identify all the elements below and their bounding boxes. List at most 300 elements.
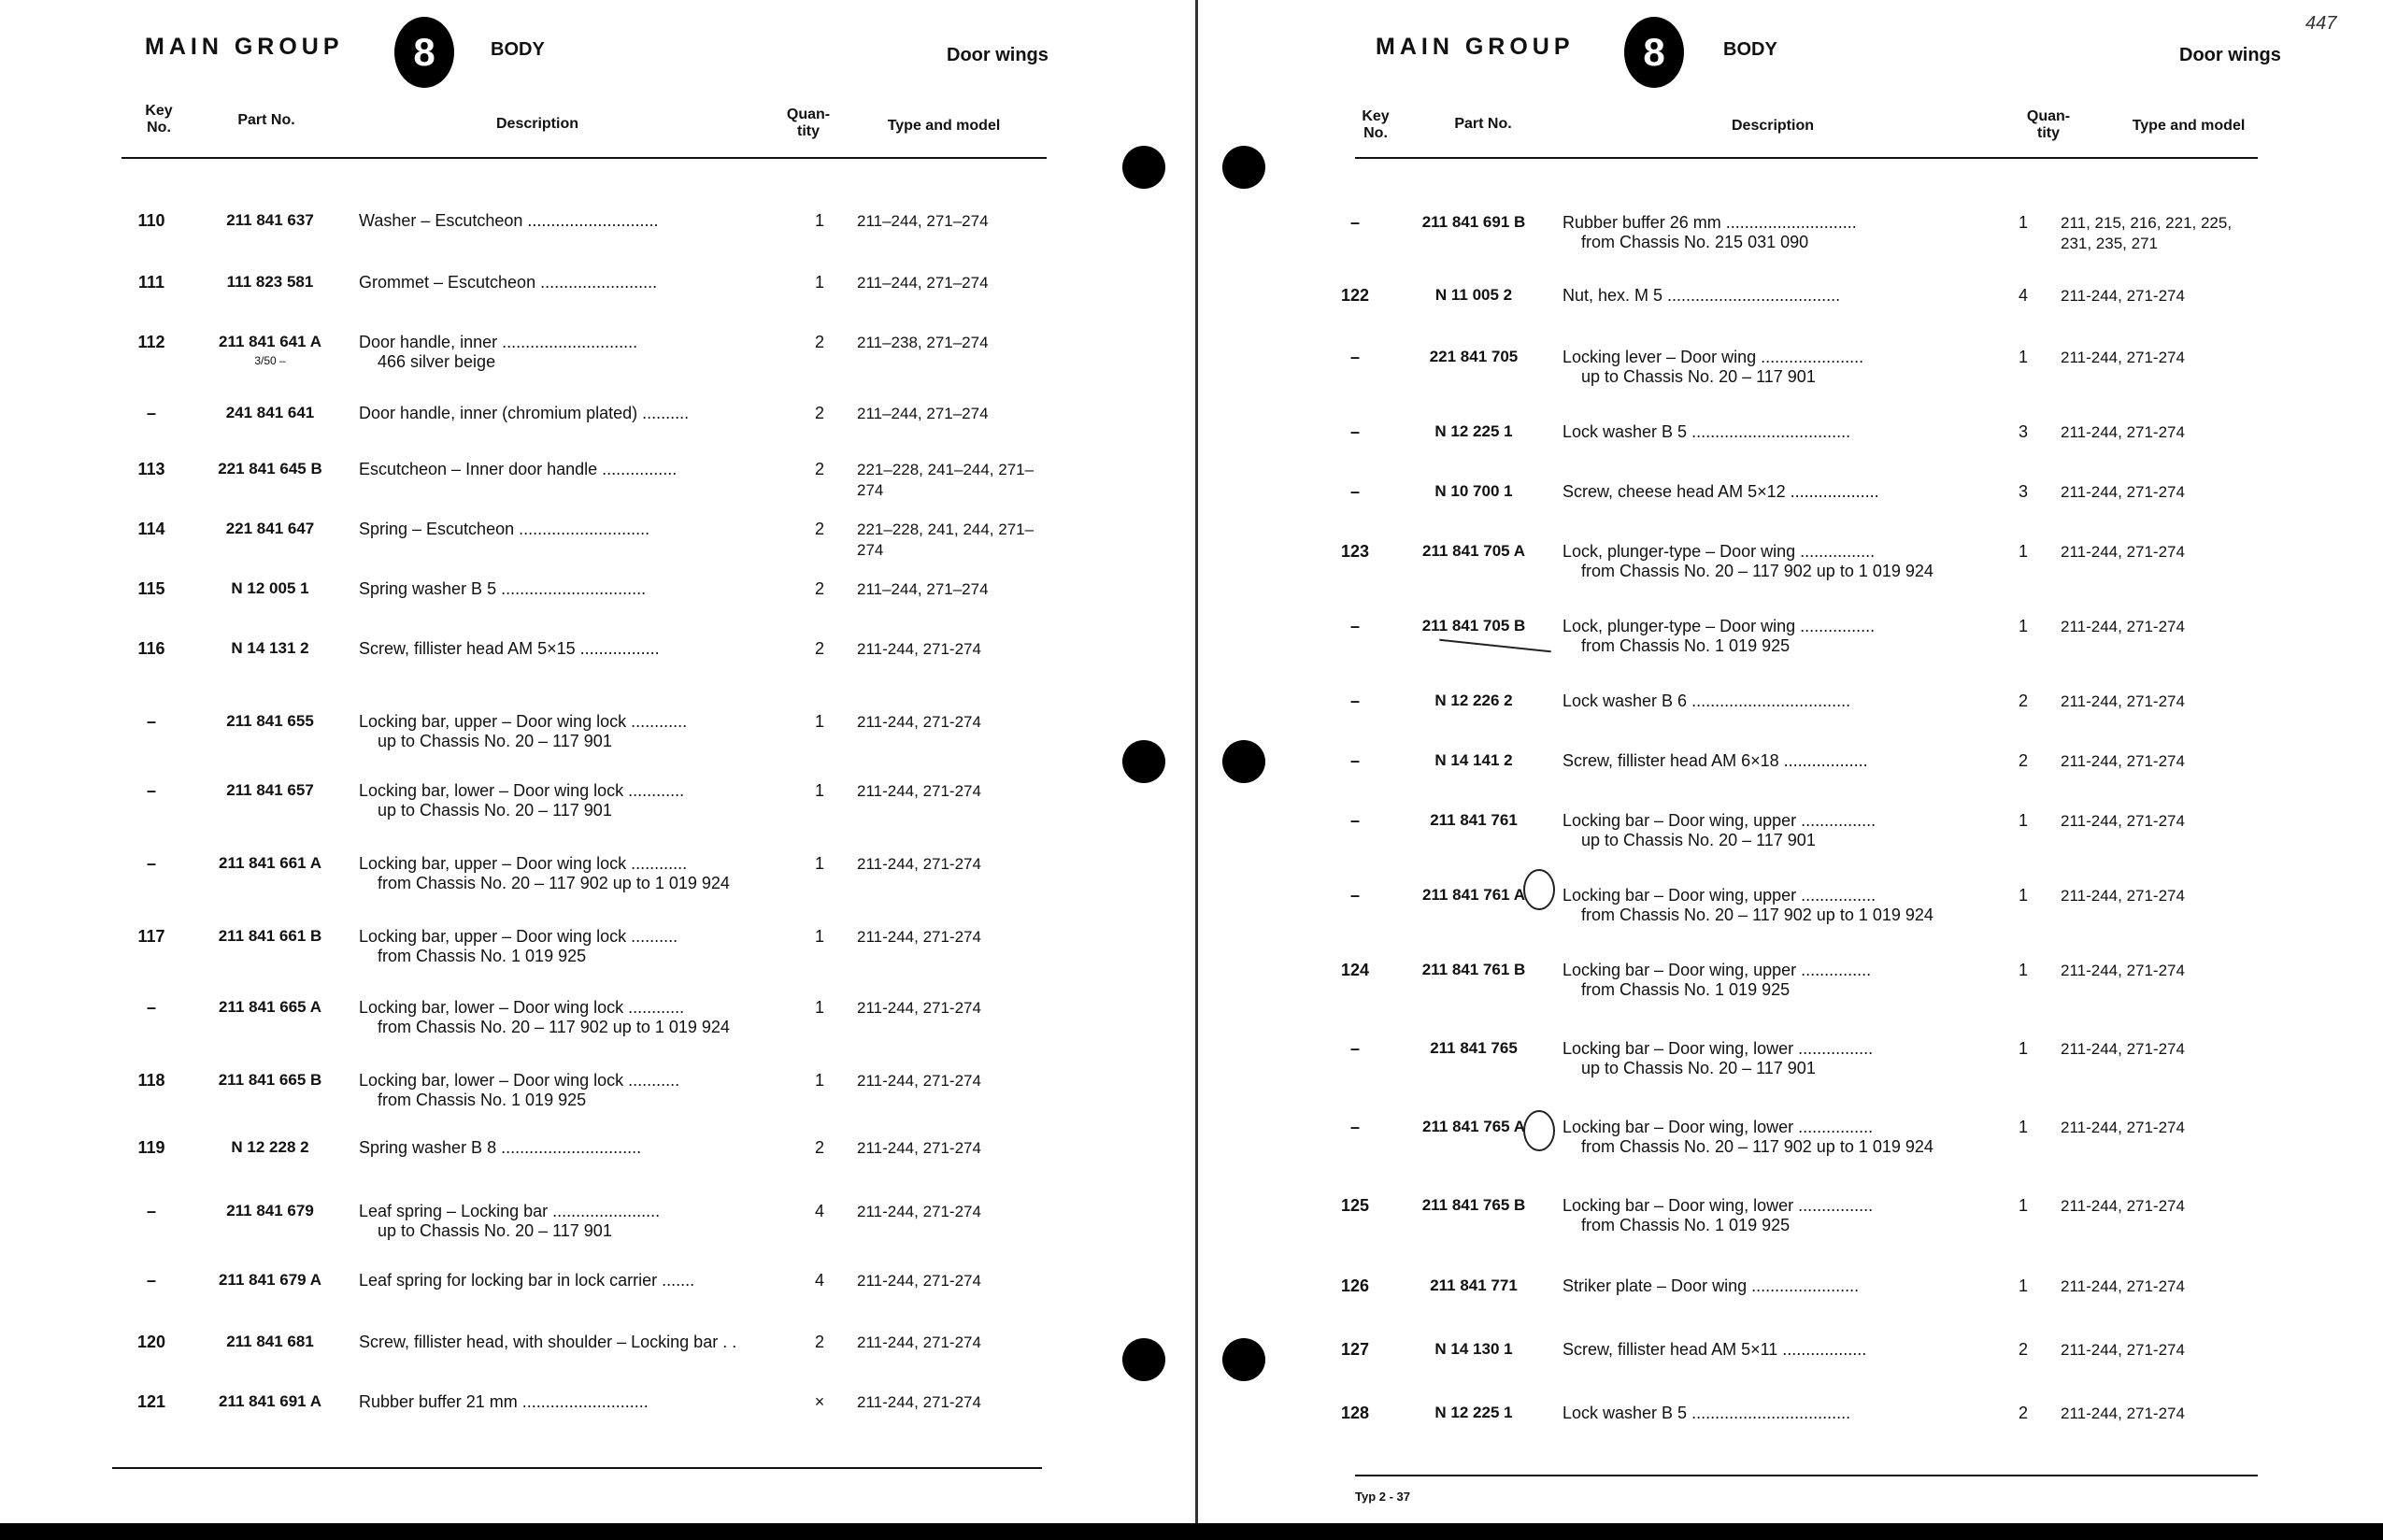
key-no: 125 <box>1340 1196 1370 1215</box>
table-row <box>114 333 1086 389</box>
description-line2: from Chassis No. 20 – 117 902 up to 1 019 924 <box>1581 1137 1934 1156</box>
description-line1: Lock washer B 5 .................................. <box>1563 422 1851 441</box>
description <box>1563 1118 1992 1157</box>
type-model: 211-244, 271-274 <box>857 855 981 873</box>
description <box>1563 692 1992 711</box>
part-no-value: N 12 226 2 <box>1434 692 1513 709</box>
part-no <box>1404 213 1544 232</box>
col-type-model: Type and model <box>2132 118 2246 134</box>
key-no: 127 <box>1340 1340 1370 1359</box>
table-row <box>114 1392 1086 1448</box>
part-no <box>200 404 340 422</box>
scan-bottom-edge <box>0 1523 2383 1540</box>
quantity: 2 <box>814 404 824 422</box>
quantity: 2 <box>814 1333 824 1351</box>
part-no <box>200 460 340 478</box>
table-row <box>1318 961 2290 1017</box>
description-line1: Rubber buffer 26 mm ............................ <box>1563 213 1857 232</box>
col-key-no-line1: Key <box>1362 108 1390 124</box>
type-model: 211-244, 271-274 <box>857 782 981 800</box>
table-row <box>1318 1276 2290 1333</box>
description-line2: up to Chassis No. 20 – 117 901 <box>378 801 612 820</box>
description <box>1563 751 1992 771</box>
description <box>1563 482 1992 502</box>
binder-hole <box>1222 146 1265 189</box>
description-line1: Locking bar – Door wing, lower ................ <box>1563 1039 1874 1058</box>
description-line1: Screw, fillister head AM 5×11 .................. <box>1563 1340 1867 1359</box>
description <box>1563 348 1992 387</box>
part-no-value: 211 841 761 A <box>1422 886 1525 904</box>
part-no <box>200 211 340 230</box>
description <box>359 639 789 659</box>
type-model: 211-244, 271-274 <box>857 928 981 946</box>
part-no-value: N 12 228 2 <box>231 1138 309 1156</box>
quantity: 4 <box>2018 286 2028 305</box>
table-row <box>1318 751 2290 807</box>
key-no: 119 <box>137 1138 165 1157</box>
type-model: 211-244, 271-274 <box>857 640 981 658</box>
table-row <box>114 579 1086 635</box>
type-model: 211–238, 271–274 <box>857 334 989 351</box>
type-model: 211-244, 271-274 <box>857 1393 981 1411</box>
description <box>359 1202 789 1241</box>
type-model: 211-244, 271-274 <box>2061 1277 2185 1295</box>
col-key-no <box>131 103 187 136</box>
part-no-value: 241 841 641 <box>225 404 315 421</box>
footer-rule <box>1355 1475 2258 1476</box>
right-catalog-page <box>1198 0 2383 1523</box>
col-quantity <box>2020 108 2076 142</box>
part-no-value: 211 841 765 A <box>1422 1118 1525 1135</box>
description-line1: Locking bar – Door wing, upper ............... <box>1563 961 1872 979</box>
col-quantity-line1: Quan- <box>2026 108 2071 124</box>
key-no: 123 <box>1340 542 1370 561</box>
description <box>359 781 789 820</box>
type-model: 211-244, 271-274 <box>2061 618 2185 635</box>
table-row <box>1318 1404 2290 1460</box>
quantity: 3 <box>2018 482 2028 501</box>
description-line1: Striker plate – Door wing ....................... <box>1563 1276 1860 1295</box>
description <box>359 1071 789 1110</box>
key-no: – <box>1349 811 1360 830</box>
key-no: – <box>1349 422 1360 441</box>
description <box>1563 617 1992 656</box>
col-type-model: Type and model <box>887 118 1001 134</box>
description-line1: Locking bar, upper – Door wing lock ............ <box>359 854 688 873</box>
description-line1: Lock washer B 5 .................................. <box>1563 1404 1851 1422</box>
description-line1: Locking bar, upper – Door wing lock .......... <box>359 927 678 946</box>
description-line1: Screw, fillister head, with shoulder – Locking bar . . <box>359 1333 737 1351</box>
key-no: – <box>1349 751 1360 770</box>
part-no <box>200 998 340 1017</box>
part-no-value: 211 841 665 B <box>218 1071 322 1089</box>
quantity: 1 <box>814 1071 824 1090</box>
description-line1: Spring – Escutcheon ............................ <box>359 520 650 538</box>
table-row <box>1318 348 2290 404</box>
part-no <box>200 273 340 292</box>
type-model: 211-244, 271-274 <box>2061 1119 2185 1136</box>
description <box>359 333 789 372</box>
binder-hole <box>1222 740 1265 783</box>
part-no-value: 211 841 661 B <box>218 927 322 945</box>
type-model: 211–244, 271–274 <box>857 405 989 422</box>
description-line1: Screw, fillister head AM 5×15 ................. <box>359 639 660 658</box>
table-row <box>114 211 1086 267</box>
description <box>1563 213 1992 252</box>
description <box>1563 1196 1992 1235</box>
description-line1: Leaf spring for locking bar in lock carrier ....... <box>359 1271 695 1290</box>
table-row <box>1318 1039 2290 1095</box>
part-no-value: 211 841 665 A <box>219 998 321 1016</box>
col-description: Description <box>495 116 578 132</box>
quantity: 1 <box>2018 1118 2028 1136</box>
key-no: 111 <box>137 273 165 292</box>
type-model: 211-244, 271-274 <box>2061 1341 2185 1359</box>
description-line1: Rubber buffer 21 mm ........................... <box>359 1392 649 1411</box>
type-model: 221–228, 241–244, 271–274 <box>857 461 1035 499</box>
table-row <box>1318 886 2290 942</box>
table-row <box>1318 617 2290 673</box>
col-key-no <box>1348 108 1404 142</box>
quantity: 1 <box>2018 213 2028 232</box>
part-no <box>200 712 340 731</box>
description <box>1563 961 1992 1000</box>
right-header <box>1198 0 2383 168</box>
part-no <box>200 1071 340 1090</box>
key-no: 126 <box>1340 1276 1370 1295</box>
table-row <box>114 1202 1086 1258</box>
description-line2: from Chassis No. 20 – 117 902 up to 1 019 924 <box>1581 562 1934 580</box>
quantity: 2 <box>814 333 824 351</box>
key-no: – <box>1349 348 1360 366</box>
key-no: – <box>1349 886 1360 905</box>
part-no <box>1404 422 1544 441</box>
type-model: 211-244, 271-274 <box>2061 543 2185 561</box>
description-line2: up to Chassis No. 20 – 117 901 <box>378 1221 612 1240</box>
key-no: 117 <box>137 927 165 946</box>
description <box>1563 422 1992 442</box>
part-no-value: N 12 005 1 <box>231 579 309 597</box>
key-no: 124 <box>1340 961 1370 979</box>
description <box>359 579 789 599</box>
key-no: 112 <box>137 333 165 351</box>
quantity: 1 <box>2018 811 2028 830</box>
key-no: 120 <box>136 1333 166 1351</box>
col-part-no: Part No. <box>237 112 295 128</box>
description <box>359 1392 789 1412</box>
table-row <box>114 1271 1086 1327</box>
description-line2: from Chassis No. 1 019 925 <box>1581 636 1791 655</box>
table-row <box>114 273 1086 329</box>
col-quantity <box>780 107 836 140</box>
main-group-label: MAIN GROUP <box>1376 34 1575 60</box>
key-no: – <box>146 998 156 1017</box>
description-line2: from Chassis No. 215 031 090 <box>1581 233 1809 251</box>
description <box>359 712 789 751</box>
part-no <box>200 333 340 367</box>
description <box>1563 286 1992 306</box>
quantity: 2 <box>814 520 824 538</box>
table-row <box>114 781 1086 837</box>
col-key-no-line1: Key <box>145 103 173 119</box>
binder-hole <box>1122 740 1165 783</box>
quantity: 2 <box>814 460 824 478</box>
key-no: – <box>146 781 156 800</box>
part-no-value: N 12 225 1 <box>1434 422 1513 440</box>
type-model: 211-244, 271-274 <box>2061 1197 2185 1215</box>
part-no <box>200 854 340 873</box>
quantity: 1 <box>814 854 824 873</box>
part-no-value: 211 841 771 <box>1430 1276 1518 1294</box>
part-no-value: N 14 141 2 <box>1434 751 1513 769</box>
description <box>1563 542 1992 581</box>
part-no <box>1404 542 1544 561</box>
left-catalog-page <box>0 0 1194 1523</box>
type-model: 211-244, 271-274 <box>2061 287 2185 305</box>
table-row <box>1318 1340 2290 1396</box>
table-row <box>114 998 1086 1054</box>
col-description: Description <box>1731 118 1814 134</box>
part-no-value: 211 841 637 <box>226 211 314 229</box>
quantity: 4 <box>814 1202 824 1220</box>
handwritten-page-mark: 447 <box>2305 13 2337 34</box>
part-no-value: N 10 700 1 <box>1434 482 1513 500</box>
description-line2: from Chassis No. 20 – 117 902 up to 1 019 924 <box>378 1018 730 1036</box>
quantity: 2 <box>814 579 824 598</box>
part-no-value: 211 841 705 B <box>1421 617 1526 635</box>
key-no: – <box>146 854 156 873</box>
group-name: BODY <box>491 39 545 60</box>
part-no <box>1404 692 1544 710</box>
table-row <box>1318 1196 2290 1252</box>
type-model: 211-244, 271-274 <box>857 1203 981 1220</box>
quantity: 1 <box>2018 886 2028 905</box>
description-line1: Escutcheon – Inner door handle ................ <box>359 460 678 478</box>
quantity: 1 <box>814 927 824 946</box>
handwritten-circle <box>1523 869 1555 910</box>
group-name: BODY <box>1723 39 1777 60</box>
quantity: 1 <box>2018 348 2028 366</box>
key-no: 128 <box>1340 1404 1370 1422</box>
key-no: – <box>1349 1118 1360 1136</box>
group-number-badge: 8 <box>394 17 454 88</box>
description <box>1563 1340 1992 1360</box>
part-no-sub: 3/50 – <box>254 354 286 367</box>
quantity: 1 <box>2018 1039 2028 1058</box>
table-row <box>114 1071 1086 1127</box>
binder-hole <box>1122 1338 1165 1381</box>
quantity: 4 <box>814 1271 824 1290</box>
section-title: Door wings <box>947 45 1049 65</box>
type-model: 221–228, 241, 244, 271–274 <box>857 520 1035 559</box>
part-no-value: 221 841 705 <box>1429 348 1519 365</box>
quantity: 2 <box>814 1138 824 1157</box>
part-no-value: 211 841 765 B <box>1421 1196 1526 1214</box>
description-line1: Leaf spring – Locking bar ....................... <box>359 1202 661 1220</box>
group-number-badge: 8 <box>1624 17 1684 88</box>
part-no <box>200 1333 340 1351</box>
key-no: 118 <box>137 1071 165 1090</box>
description-line1: Door handle, inner ............................. <box>359 333 638 351</box>
key-no: – <box>146 712 156 731</box>
table-row <box>1318 811 2290 867</box>
description-line1: Locking bar – Door wing, lower ................ <box>1563 1118 1874 1136</box>
type-model: 211-244, 271-274 <box>857 1272 981 1290</box>
quantity: 2 <box>814 639 824 658</box>
binder-hole <box>1122 146 1165 189</box>
key-no: – <box>146 1202 156 1220</box>
type-model: 211-244, 271-274 <box>2061 1040 2185 1058</box>
description <box>359 404 789 423</box>
type-model: 211, 215, 216, 221, 225, 231, 235, 271 <box>2061 214 2233 252</box>
part-no <box>1404 961 1544 979</box>
type-model: 211-244, 271-274 <box>2061 1405 2185 1422</box>
table-row <box>114 927 1086 983</box>
description-line2: from Chassis No. 20 – 117 902 up to 1 019 924 <box>1581 905 1934 924</box>
type-model: 211–244, 271–274 <box>857 580 989 598</box>
part-no <box>200 579 340 598</box>
part-no-value: 211 841 761 B <box>1421 961 1526 978</box>
part-no <box>1404 286 1544 305</box>
table-row <box>1318 1118 2290 1174</box>
page-footer: Typ 2 - 37 <box>1355 1490 1411 1504</box>
description <box>359 211 789 231</box>
description <box>359 1271 789 1290</box>
description <box>359 1333 789 1352</box>
part-no-value: 111 823 581 <box>226 273 314 291</box>
table-row <box>1318 422 2290 478</box>
description-line2: from Chassis No. 1 019 925 <box>1581 1216 1791 1234</box>
table-row <box>1318 286 2290 342</box>
table-row <box>114 404 1086 460</box>
description-line1: Locking bar – Door wing, upper ................ <box>1563 811 1876 830</box>
part-no-value: 211 841 657 <box>226 781 314 799</box>
key-no: – <box>1349 1039 1360 1058</box>
description-line1: Screw, cheese head AM 5×12 ................... <box>1563 482 1879 501</box>
part-no-value: 211 841 705 A <box>1422 542 1525 560</box>
key-no: 114 <box>137 520 165 538</box>
type-model: 211–244, 271–274 <box>857 212 989 230</box>
quantity: 2 <box>2018 1404 2028 1422</box>
footer-rule <box>112 1467 1042 1469</box>
description-line1: Spring washer B 8 .............................. <box>359 1138 642 1157</box>
description <box>1563 811 1992 850</box>
quantity: 1 <box>2018 617 2028 635</box>
type-model: 211-244, 271-274 <box>857 999 981 1017</box>
description-line1: Lock, plunger-type – Door wing ................ <box>1563 542 1876 561</box>
part-no <box>1404 617 1544 635</box>
description <box>359 927 789 966</box>
description-line1: Locking lever – Door wing ...................... <box>1563 348 1864 366</box>
table-row <box>1318 692 2290 748</box>
key-no: – <box>146 1271 156 1290</box>
description-line2: from Chassis No. 1 019 925 <box>378 947 587 965</box>
description <box>1563 886 1992 925</box>
description <box>359 460 789 479</box>
key-no: 115 <box>137 579 165 598</box>
type-model: 211-244, 271-274 <box>2061 887 2185 905</box>
col-quantity-line2: tity <box>2037 125 2060 141</box>
part-no-value: 211 841 679 <box>226 1202 314 1219</box>
key-no: 116 <box>137 639 165 658</box>
part-no <box>1404 1196 1544 1215</box>
description-line1: Grommet – Escutcheon ......................... <box>359 273 658 292</box>
part-no <box>200 639 340 658</box>
table-row <box>114 460 1086 516</box>
part-no <box>1404 1039 1544 1058</box>
description-line1: Screw, fillister head AM 6×18 .................. <box>1563 751 1868 770</box>
description <box>1563 1276 1992 1296</box>
quantity: 1 <box>814 712 824 731</box>
key-no: – <box>1349 213 1360 232</box>
part-no <box>1404 751 1544 770</box>
part-no-value: 211 841 679 A <box>219 1271 321 1289</box>
description-line1: Door handle, inner (chromium plated) .......... <box>359 404 690 422</box>
description-line2: from Chassis No. 20 – 117 902 up to 1 019 924 <box>378 874 730 892</box>
table-row <box>114 854 1086 910</box>
part-no-value: 211 841 691 B <box>1421 213 1526 231</box>
binder-hole <box>1222 1338 1265 1381</box>
description-line2: 466 silver beige <box>378 352 496 371</box>
description-line1: Locking bar, lower – Door wing lock ............ <box>359 998 685 1017</box>
col-key-no-line2: No. <box>1363 125 1388 141</box>
table-row <box>1318 542 2290 598</box>
description <box>1563 1404 1992 1423</box>
part-no-value: 211 841 691 A <box>219 1392 321 1410</box>
part-no <box>1404 1340 1544 1359</box>
table-row <box>114 1333 1086 1389</box>
part-no-value: 221 841 647 <box>225 520 315 537</box>
quantity: 1 <box>814 273 824 292</box>
type-model: 211-244, 271-274 <box>2061 752 2185 770</box>
description-line2: from Chassis No. 1 019 925 <box>378 1091 587 1109</box>
key-no: 121 <box>136 1392 166 1411</box>
type-model: 211–244, 271–274 <box>857 274 989 292</box>
key-no: – <box>146 404 156 422</box>
part-no <box>200 781 340 800</box>
key-no: 110 <box>137 211 165 230</box>
type-model: 211-244, 271-274 <box>857 1333 981 1351</box>
col-quantity-line1: Quan- <box>786 107 831 122</box>
description-line2: up to Chassis No. 20 – 117 901 <box>1581 831 1816 849</box>
part-no <box>1404 1276 1544 1295</box>
part-no <box>200 1271 340 1290</box>
main-group-label: MAIN GROUP <box>145 34 344 60</box>
quantity: 2 <box>2018 751 2028 770</box>
quantity: 1 <box>2018 961 2028 979</box>
part-no-value: 211 841 761 <box>1430 811 1518 829</box>
type-model: 211-244, 271-274 <box>857 713 981 731</box>
key-no: 113 <box>137 460 165 478</box>
table-row <box>1318 482 2290 538</box>
description-line1: Lock washer B 6 .................................. <box>1563 692 1851 710</box>
quantity: × <box>814 1392 825 1411</box>
left-header <box>0 0 1194 168</box>
description-line2: up to Chassis No. 20 – 117 901 <box>1581 367 1816 386</box>
part-no <box>200 520 340 538</box>
description <box>359 854 789 893</box>
description-line2: from Chassis No. 1 019 925 <box>1581 980 1791 999</box>
type-model: 211-244, 271-274 <box>2061 483 2185 501</box>
description <box>359 1138 789 1158</box>
part-no-value: N 12 225 1 <box>1434 1404 1513 1421</box>
description-line1: Spring washer B 5 ............................... <box>359 579 647 598</box>
quantity: 1 <box>2018 542 2028 561</box>
handwritten-circle <box>1523 1110 1555 1151</box>
part-no <box>1404 811 1544 830</box>
part-no-value: 211 841 765 <box>1430 1039 1518 1057</box>
header-rule <box>121 157 1047 159</box>
